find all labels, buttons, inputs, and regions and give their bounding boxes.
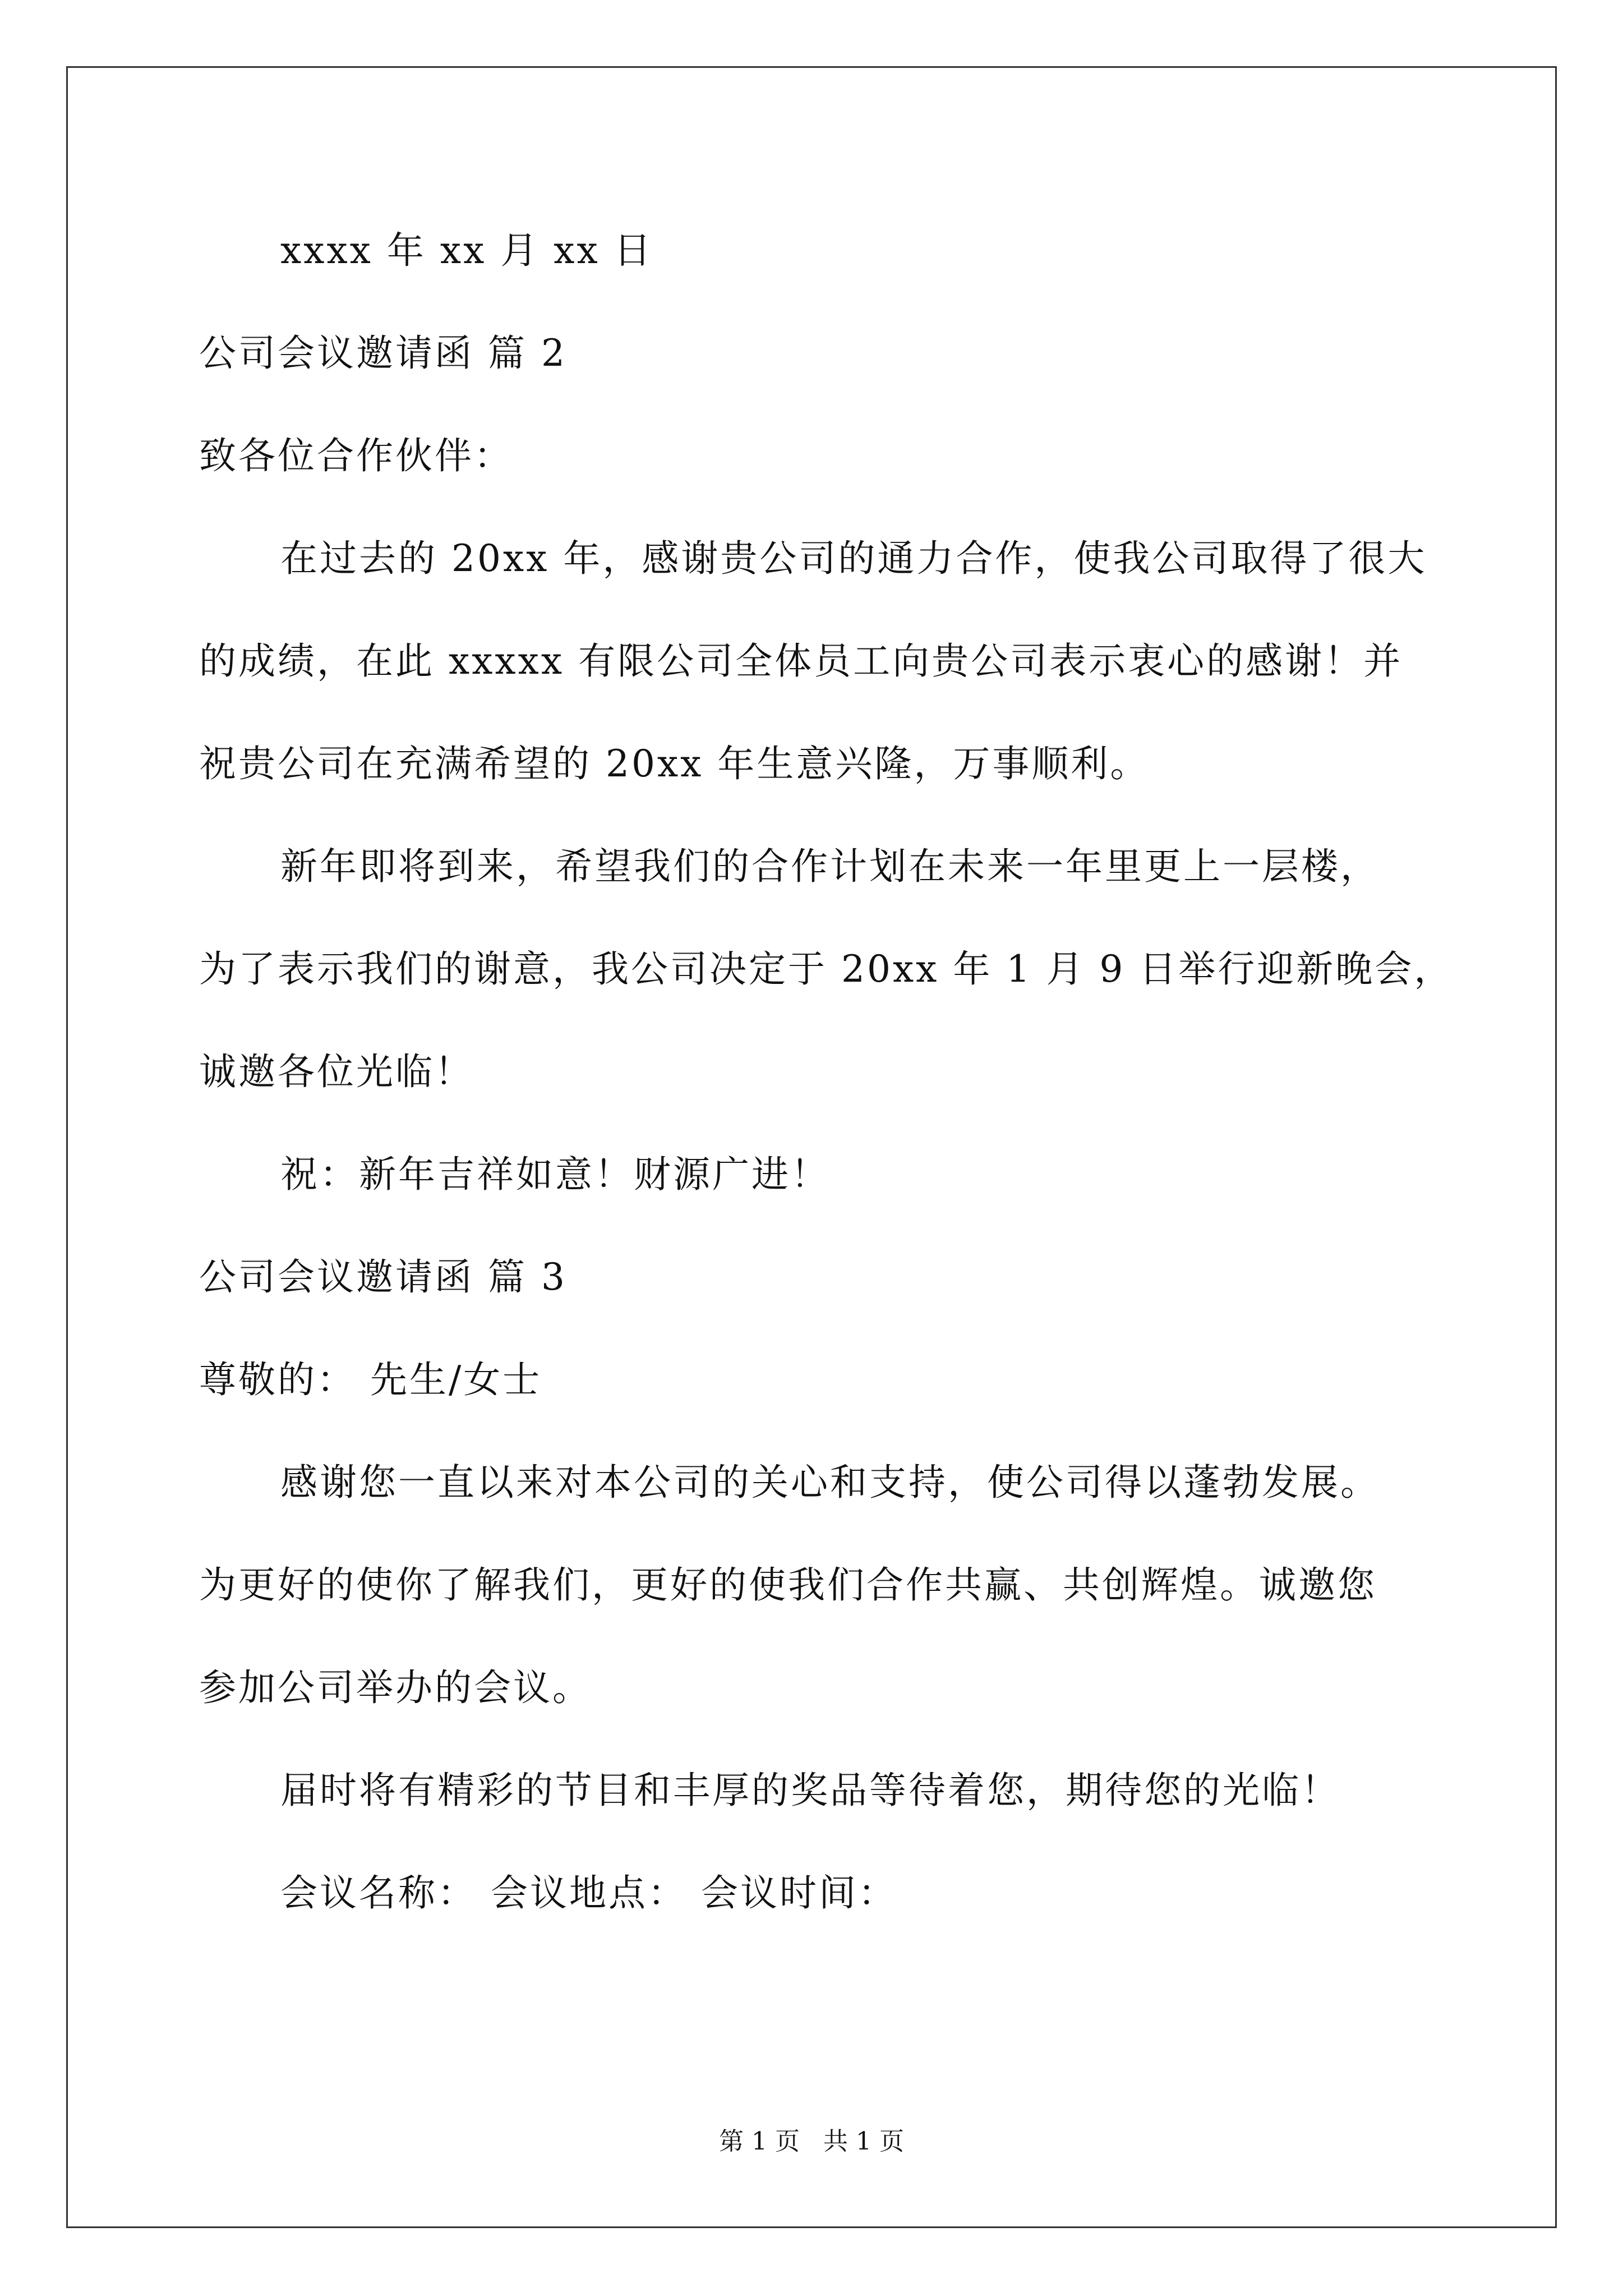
- salutation-sir-madam: 尊敬的： 先生/女士: [199, 1358, 542, 1401]
- paragraph-line: 为更好的使你了解我们，更好的使我们合作共赢、共创辉煌。诚邀您: [199, 1563, 1377, 1607]
- section-title-3: 公司会议邀请函 篇 3: [199, 1255, 567, 1299]
- section-title-2: 公司会议邀请函 篇 2: [199, 332, 567, 375]
- paragraph-line: 在过去的 20xx 年，感谢贵公司的通力合作，使我公司取得了很大: [280, 537, 1427, 580]
- paragraph-line: 的成绩，在此 xxxxx 有限公司全体员工向贵公司表示衷心的感谢！并: [199, 639, 1403, 683]
- meeting-fields-line: 会议名称： 会议地点： 会议时间：: [280, 1871, 897, 1915]
- paragraph-line: 感谢您一直以来对本公司的关心和支持，使公司得以蓬勃发展。: [280, 1461, 1380, 1504]
- date-line: xxxx 年 xx 月 xx 日: [280, 229, 653, 272]
- salutation-partners: 致各位合作伙伴：: [199, 434, 513, 477]
- paragraph-line: 祝贵公司在充满希望的 20xx 年生意兴隆，万事顺利。: [199, 742, 1150, 785]
- paragraph-line: 新年即将到来，希望我们的合作计划在未来一年里更上一层楼，: [280, 845, 1380, 888]
- page-footer: 第 1 页 共 1 页: [719, 2127, 904, 2156]
- paragraph-line: 为了表示我们的谢意，我公司决定于 20xx 年 1 月 9 日举行迎新晚会，: [199, 947, 1454, 991]
- paragraph-line: 届时将有精彩的节目和丰厚的奖品等待着您，期待您的光临！: [280, 1769, 1340, 1812]
- paragraph-line: 参加公司举办的会议。: [199, 1666, 592, 1709]
- blessing-line: 祝：新年吉祥如意！财源广进！: [280, 1153, 830, 1196]
- paragraph-line: 诚邀各位光临！: [199, 1050, 474, 1093]
